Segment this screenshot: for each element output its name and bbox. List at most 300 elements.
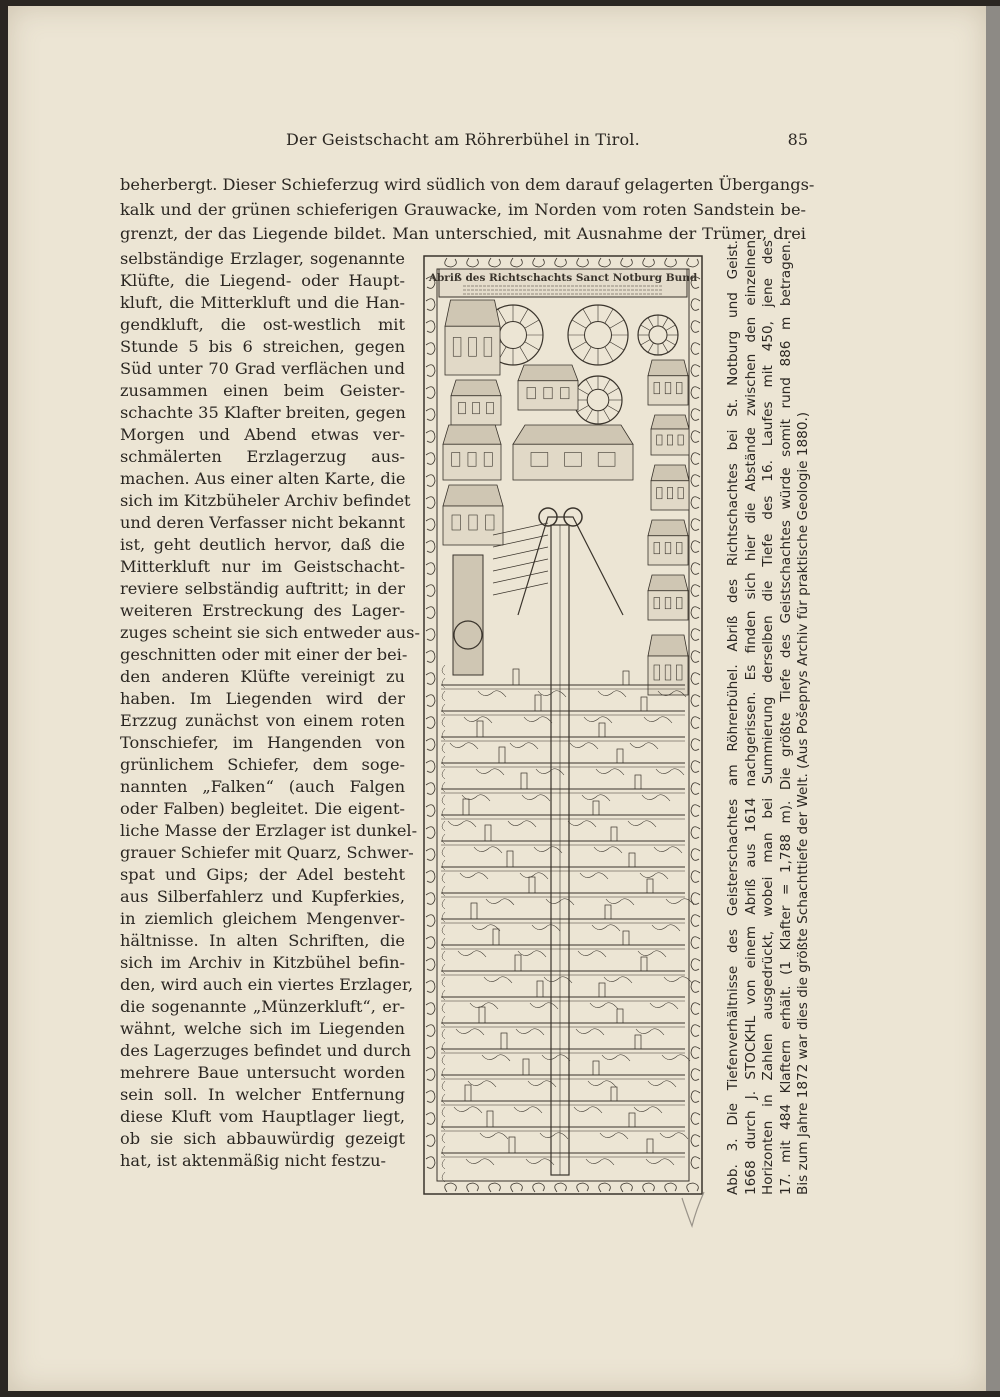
- side-ornament: [442, 1016, 445, 1026]
- ornament-scroll: [577, 258, 589, 267]
- ornament-scroll: [691, 497, 700, 509]
- text-line: selbständige Erzlager, sogenannte: [120, 249, 405, 268]
- headframe: [518, 517, 623, 615]
- wheel-spoke: [648, 318, 654, 328]
- ore-vein: [542, 1055, 570, 1061]
- ore-vein: [482, 1055, 510, 1061]
- ornament-scroll: [691, 673, 700, 685]
- ore-vein: [520, 873, 548, 879]
- text-line: nannten „Falken“ (auch Falgen: [120, 777, 405, 796]
- ore-vein: [568, 821, 596, 827]
- text-line: sich im Archiv in Kitzbühel befin-: [120, 953, 405, 972]
- building-roof: [648, 520, 688, 536]
- figure-caption: [725, 240, 813, 1195]
- winze: [623, 931, 629, 945]
- ore-vein: [662, 1055, 690, 1061]
- ornament-scroll: [691, 959, 700, 971]
- banner-title: Abriß des Richtschachts Sanct Notburg Bund: [428, 272, 698, 284]
- winze: [479, 1007, 485, 1023]
- ornament-scroll: [687, 258, 699, 267]
- ore-vein: [656, 769, 684, 775]
- ore-vein: [456, 1029, 484, 1035]
- ornament-scroll: [691, 761, 700, 773]
- ornament-scroll: [467, 258, 479, 267]
- text-line: kalk und der grünen schieferigen Grauwacke, im Norden vom roten Sandstein be-: [120, 199, 806, 219]
- ore-vein: [484, 977, 512, 983]
- text-line: grenzt, der das Liegende bildet. Man unterschied, mit Ausnahme der Trümer, drei: [120, 224, 806, 243]
- side-ornament: [442, 730, 445, 740]
- ornament-scroll: [691, 915, 700, 927]
- ore-vein: [534, 847, 562, 853]
- winze: [641, 697, 647, 711]
- side-ornament: [442, 1081, 445, 1091]
- text-line: aus Silberfahlerz und Kupferkies,: [120, 887, 405, 906]
- running-title: Der Geistschacht am Röhrerbühel in Tirol.: [286, 130, 640, 149]
- ornament-scroll: [691, 475, 700, 487]
- building-roof: [648, 635, 688, 656]
- ornament-scroll: [426, 673, 435, 685]
- conveyor-beam: [493, 559, 548, 571]
- ore-vein: [592, 925, 620, 931]
- ornament-scroll: [691, 343, 700, 355]
- wheel-spoke: [666, 325, 676, 331]
- side-ornament: [442, 1094, 445, 1104]
- wheel-hub: [587, 389, 609, 411]
- side-ornament: [442, 1146, 445, 1156]
- ornament-scroll: [426, 761, 435, 773]
- body-text-full-width: [120, 173, 815, 247]
- building-roof: [451, 380, 501, 396]
- ore-vein: [524, 717, 552, 723]
- ornament-scroll: [691, 1091, 700, 1103]
- ore-vein: [574, 1107, 602, 1113]
- ore-vein: [526, 1159, 554, 1165]
- text-line: liche Masse der Erzlager ist dunkel-: [120, 821, 418, 840]
- ornament-scroll: [691, 893, 700, 905]
- ornament-scroll: [691, 1135, 700, 1147]
- ornament-scroll: [533, 258, 545, 267]
- ore-vein: [516, 1029, 544, 1035]
- text-line: des Lagerzuges befindet und durch: [120, 1041, 411, 1060]
- winze: [499, 747, 505, 763]
- ore-vein: [458, 951, 486, 957]
- side-ornament: [442, 1133, 445, 1143]
- ornament-scroll: [691, 409, 700, 421]
- ornament-scroll: [445, 1183, 457, 1192]
- text-line: 17. mit 484 Klaftern erhält. (1 Klafter = 1,788 m). Die größte Tiefe des Geistschachtes würde somit rund 886 m betragen.: [777, 240, 794, 1195]
- ornament-scroll: [691, 849, 700, 861]
- text-line: den anderen Klüfte vereinigt zu: [120, 667, 405, 686]
- ore-vein: [648, 1081, 676, 1087]
- body-text-column: [120, 248, 420, 1172]
- ornament-scroll: [555, 258, 567, 267]
- winze: [629, 853, 635, 867]
- winze: [617, 749, 623, 763]
- building-roof: [648, 360, 688, 376]
- ornament-scroll: [643, 1183, 655, 1192]
- building-roof: [443, 425, 501, 444]
- winze: [611, 1087, 617, 1101]
- text-line: zusammen einen beim Geister-: [120, 381, 405, 400]
- side-ornament: [442, 1159, 445, 1169]
- ore-vein: [664, 977, 692, 983]
- ore-vein: [634, 1107, 662, 1113]
- ore-vein: [646, 1159, 674, 1165]
- side-ornament: [442, 1042, 445, 1052]
- text-line: Horizonten in Zahlen ausgedrückt, wobei man bei Summierung derselben die Tiefe des 16. Laufes mit 450, jene des: [760, 240, 777, 1195]
- conveyor-beam: [493, 571, 548, 583]
- text-line: beherbergt. Dieser Schieferzug wird südlich von dem darauf gelagerten Übergangs-: [120, 175, 815, 194]
- ornament-scroll: [691, 519, 700, 531]
- ornament-scroll: [426, 387, 435, 399]
- ore-vein: [480, 1133, 508, 1139]
- wheel-spoke: [583, 347, 591, 361]
- side-ornament: [442, 1029, 445, 1039]
- ornament-scroll: [691, 871, 700, 883]
- ore-vein: [544, 977, 572, 983]
- winze: [465, 1085, 471, 1101]
- wheel-spoke: [577, 388, 588, 395]
- text-line: zuges scheint sie sich entweder aus-: [120, 623, 420, 642]
- winze: [599, 983, 605, 997]
- winze: [477, 721, 483, 737]
- wheel-spoke: [666, 340, 676, 346]
- text-line: und deren Verfasser nicht bekannt: [120, 513, 405, 532]
- winze: [529, 877, 535, 893]
- side-ornament: [442, 808, 445, 818]
- text-line: wähnt, welche sich im Liegenden: [120, 1019, 405, 1038]
- wheel-spoke: [586, 379, 593, 390]
- ore-vein: [576, 1029, 604, 1035]
- winze: [463, 799, 469, 815]
- wheel-spoke: [572, 342, 586, 350]
- winze: [513, 669, 519, 685]
- text-line: weiteren Erstreckung des Lager-: [120, 601, 405, 620]
- side-ornament: [442, 886, 445, 896]
- ore-vein: [596, 769, 624, 775]
- winze: [617, 1009, 623, 1023]
- ornament-scroll: [426, 915, 435, 927]
- wheel-spoke: [525, 342, 539, 350]
- ornament-scroll: [426, 541, 435, 553]
- side-ornament: [442, 834, 445, 844]
- wheel-spoke: [610, 342, 624, 350]
- ornament-scroll: [691, 805, 700, 817]
- ore-vein: [540, 1133, 568, 1139]
- ore-vein: [628, 821, 656, 827]
- text-line: Erzzug zunächst von einem roten: [120, 711, 405, 730]
- side-ornament: [442, 678, 445, 688]
- ornament-scroll: [691, 453, 700, 465]
- ore-vein: [602, 1055, 630, 1061]
- text-line: grauer Schiefer mit Quarz, Schwer-: [120, 843, 414, 862]
- ore-vein: [582, 795, 610, 801]
- text-line: spat und Gips; der Adel besteht: [120, 865, 405, 884]
- ornament-scroll: [426, 1091, 435, 1103]
- ornament-scroll: [691, 563, 700, 575]
- ornament-scroll: [426, 959, 435, 971]
- winze: [647, 1139, 653, 1153]
- ornament-scroll: [467, 1183, 479, 1192]
- winze: [635, 1035, 641, 1049]
- ornament-scroll: [691, 695, 700, 707]
- text-line: machen. Aus einer alten Karte, die: [120, 469, 406, 488]
- text-line: ob sie sich abbauwürdig gezeigt: [120, 1129, 405, 1148]
- ore-vein: [470, 1003, 498, 1009]
- ornament-scroll: [426, 651, 435, 663]
- wheel-spoke: [648, 343, 654, 353]
- ornament-scroll: [426, 629, 435, 641]
- ornament-scroll: [691, 981, 700, 993]
- ore-vein: [640, 873, 668, 879]
- ornament-scroll: [691, 1069, 700, 1081]
- text-line: diese Kluft vom Hauptlager liegt,: [120, 1107, 405, 1126]
- side-ornament: [442, 821, 445, 831]
- text-line: Tonschiefer, im Hangenden von: [120, 733, 405, 752]
- conveyor-beam: [493, 583, 548, 595]
- ornament-scroll: [489, 1183, 501, 1192]
- ornament-scroll: [691, 1157, 700, 1169]
- ore-vein: [580, 873, 608, 879]
- ore-vein: [630, 743, 658, 749]
- side-ornament: [442, 977, 445, 987]
- winze: [485, 825, 491, 841]
- ornament-scroll: [621, 1183, 633, 1192]
- ore-vein: [474, 847, 502, 853]
- ornament-scroll: [691, 629, 700, 641]
- ore-vein: [464, 717, 492, 723]
- winze: [515, 955, 521, 971]
- winze: [605, 905, 611, 919]
- ornament-scroll: [426, 871, 435, 883]
- ore-vein: [586, 1159, 614, 1165]
- side-ornament: [442, 925, 445, 935]
- side-ornament: [442, 1055, 445, 1065]
- ore-vein: [530, 1003, 558, 1009]
- ore-vein: [652, 925, 680, 931]
- text-line: gendkluft, die ost-westlich mit: [120, 315, 405, 334]
- wheel-hub: [585, 322, 612, 349]
- ornament-scroll: [426, 1047, 435, 1059]
- ornament-scroll: [691, 827, 700, 839]
- ornament-scroll: [426, 299, 435, 311]
- text-line: ist, geht deutlich hervor, daß die: [120, 535, 405, 554]
- ornament-scroll: [426, 321, 435, 333]
- text-line: Stunde 5 bis 6 streichen, gegen: [120, 337, 405, 356]
- ornament-scroll: [426, 981, 435, 993]
- side-ornament: [442, 665, 445, 675]
- side-ornament: [442, 860, 445, 870]
- ore-vein: [472, 925, 500, 931]
- ornament-scroll: [691, 387, 700, 399]
- ornament-scroll: [691, 365, 700, 377]
- side-ornament: [442, 990, 445, 1000]
- ornament-scroll: [691, 585, 700, 597]
- ornament-scroll: [599, 1183, 611, 1192]
- ornament-scroll: [489, 258, 501, 267]
- winze: [523, 1059, 529, 1075]
- building-roof: [445, 300, 500, 326]
- text-line: hat, ist aktenmäßig nicht festzu-: [120, 1151, 387, 1170]
- wheel-spoke: [641, 325, 651, 331]
- ore-vein: [476, 769, 504, 775]
- pencil-checkmark: [678, 1190, 708, 1230]
- wheel-spoke: [520, 309, 528, 323]
- ornament-scroll: [643, 258, 655, 267]
- ornament-scroll: [691, 937, 700, 949]
- ornament-scroll: [426, 1113, 435, 1125]
- ornament-scroll: [691, 431, 700, 443]
- wheel-spoke: [586, 409, 593, 420]
- ore-vein: [508, 821, 536, 827]
- winze: [599, 723, 605, 737]
- ornament-scroll: [511, 1183, 523, 1192]
- side-ornament: [442, 691, 445, 701]
- winze: [471, 903, 477, 919]
- side-ornament: [442, 899, 445, 909]
- ornament-scroll: [426, 893, 435, 905]
- wheel-spoke: [603, 409, 610, 420]
- text-line: mehrere Baue untersucht worden: [120, 1063, 405, 1082]
- ornament-scroll: [426, 519, 435, 531]
- ornament-scroll: [426, 739, 435, 751]
- ornament-scroll: [621, 258, 633, 267]
- text-line: Abb. 3. Die Tiefenverhältnisse des Geisterschachtes am Röhrerbühel. Abriß des Richtschachtes bei St. Notburg und Geist.: [725, 240, 741, 1195]
- ore-vein: [644, 717, 672, 723]
- winze: [521, 773, 527, 789]
- text-line: haben. Im Liegenden wird der: [120, 689, 405, 708]
- side-ornament: [442, 769, 445, 779]
- ornament-scroll: [533, 1183, 545, 1192]
- conveyor-beam: [493, 547, 548, 559]
- wheel-spoke: [641, 340, 651, 346]
- text-line: sich im Kitzbüheler Archiv befindet: [120, 491, 411, 510]
- winze: [507, 851, 513, 867]
- winze: [487, 1111, 493, 1127]
- ornament-scroll: [426, 497, 435, 509]
- wheel-spoke: [572, 320, 586, 328]
- ore-vein: [514, 1107, 542, 1113]
- side-ornament: [442, 951, 445, 961]
- ore-vein: [466, 1159, 494, 1165]
- side-ornament: [442, 873, 445, 883]
- text-line: Mitterkluft nur im Geistschacht-: [120, 557, 405, 576]
- building-roof: [651, 415, 689, 429]
- ornament-scroll: [426, 849, 435, 861]
- ore-vein: [454, 1107, 482, 1113]
- ore-vein: [660, 1133, 688, 1139]
- ornament-scroll: [691, 739, 700, 751]
- page-number: 85: [787, 130, 808, 149]
- wheel-spoke: [663, 343, 669, 353]
- building-roof: [518, 365, 578, 381]
- page-edge: [986, 6, 1000, 1391]
- winze: [501, 1033, 507, 1049]
- text-line: Süd unter 70 Grad verflächen und: [120, 359, 405, 378]
- winze: [611, 827, 617, 841]
- side-ornament: [442, 717, 445, 727]
- ornament-scroll: [426, 475, 435, 487]
- text-line: schmälerten Erzlagerzug aus-: [120, 447, 405, 466]
- ore-vein: [584, 717, 612, 723]
- ore-vein: [460, 873, 488, 879]
- building-roof: [651, 465, 689, 481]
- winze: [641, 957, 647, 971]
- building-roof: [443, 485, 503, 506]
- text-line: sein soll. In welcher Entfernung: [120, 1085, 405, 1104]
- wheel-spoke: [603, 379, 610, 390]
- wheel-spoke: [583, 309, 591, 323]
- side-ornament: [442, 1003, 445, 1013]
- ore-vein: [468, 1081, 496, 1087]
- ore-vein: [450, 743, 478, 749]
- text-line: hältnisse. In alten Schriften, die: [120, 931, 405, 950]
- ore-vein: [518, 951, 546, 957]
- text-line: die sogenannte „Münzerkluft“, er-: [120, 997, 405, 1016]
- winze: [493, 929, 499, 945]
- ornament-scroll: [426, 563, 435, 575]
- side-ornament: [442, 1107, 445, 1117]
- ornament-scroll: [691, 1025, 700, 1037]
- side-ornament: [442, 782, 445, 792]
- ornament-scroll: [426, 1069, 435, 1081]
- wheel-hub: [500, 322, 527, 349]
- ore-vein: [650, 1003, 678, 1009]
- ore-vein: [598, 691, 626, 697]
- side-ornament: [442, 938, 445, 948]
- text-line: in ziemlich gleichem Mengenver-: [120, 909, 405, 928]
- wheel-spoke: [605, 309, 613, 323]
- ornament-scroll: [691, 1113, 700, 1125]
- wheel-spoke: [607, 388, 618, 395]
- ornament-scroll: [426, 585, 435, 597]
- ornament-scroll: [426, 937, 435, 949]
- ore-vein: [462, 795, 490, 801]
- ornament-scroll: [665, 1183, 677, 1192]
- ore-vein: [448, 821, 476, 827]
- side-ornament: [442, 743, 445, 753]
- wheel-spoke: [520, 347, 528, 361]
- wheel-spoke: [525, 320, 539, 328]
- ornament-scroll: [426, 717, 435, 729]
- ornament-scroll: [665, 258, 677, 267]
- winze: [537, 981, 543, 997]
- winze: [635, 775, 641, 789]
- ornament-scroll: [426, 783, 435, 795]
- ornament-scroll: [426, 365, 435, 377]
- ornament-scroll: [426, 695, 435, 707]
- ore-vein: [510, 743, 538, 749]
- winze: [629, 1113, 635, 1127]
- ornament-scroll: [599, 258, 611, 267]
- ornament-scroll: [445, 258, 457, 267]
- ornament-scroll: [426, 1003, 435, 1015]
- side-ornament: [442, 704, 445, 714]
- side-ornament: [442, 1120, 445, 1130]
- text-line: 1668 durch J. STOCKHL von einem Abriß aus 1614 nachgerissen. Es finden sich hier die Abstände zwischen den einzelnen: [742, 240, 759, 1195]
- ore-vein: [486, 899, 514, 905]
- winze: [623, 671, 629, 685]
- side-ornament: [442, 1068, 445, 1078]
- text-line: den, wird auch ein viertes Erzlager,: [120, 975, 414, 994]
- ornament-scroll: [577, 1183, 589, 1192]
- ore-vein: [578, 951, 606, 957]
- text-line: oder Falben) begleitet. Die eigent-: [120, 799, 405, 818]
- ornament-scroll: [691, 1003, 700, 1015]
- ornament-scroll: [691, 299, 700, 311]
- ornament-scroll: [426, 453, 435, 465]
- winze: [509, 1137, 515, 1153]
